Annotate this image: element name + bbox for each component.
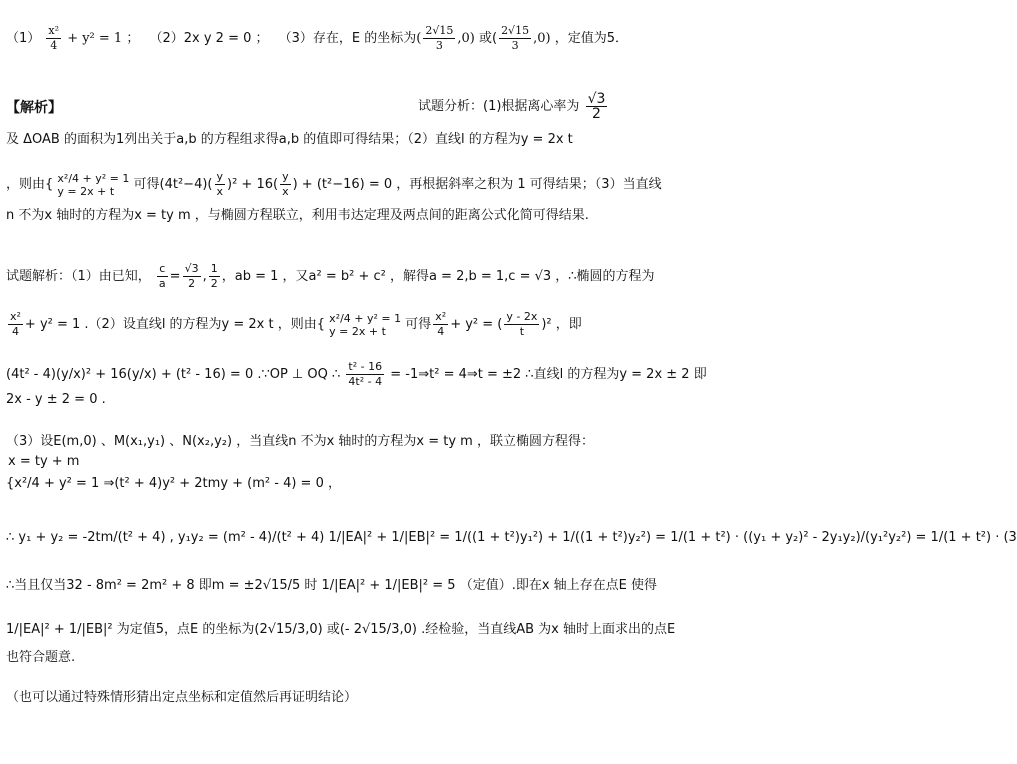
answer-line: （1） $\frac{\text{x²}}{4}$ + y² = 1 ； （2）2x y 2 = 0 ； （3）存在，E 的坐标为( $\frac{2√15}{3}$ ,0) 或( $\frac{2√15}{3}$ ,0) ，定值为5． [6, 24, 628, 52]
solution-note: （也可以通过特殊情形猜出定点坐标和定值然后再证明结论） [6, 690, 358, 705]
answer-coord-fraction-1: $\frac{2√15}{3}$ [425, 24, 454, 52]
answer-fraction-x2-over-4: $\frac{\text{x²}}{4}$ [48, 24, 60, 52]
analysis-line-4: n 不为x 轴时的方程为x = ty m ，与椭圆方程联立，利用韦达定理及两点间的距离公式化简可得结果. [6, 208, 589, 223]
answer-part3-c: ，定值为5． [554, 31, 628, 46]
solution-line-6b: {x²/4 + y² = 1 ⇒(t² + 4)y² + 2tmy + (m² - 4) = 0 ， [6, 476, 341, 491]
solution-line-6a: x = ty + m [8, 454, 80, 469]
answer-coord-fraction-2: $\frac{2√15}{3}$ [501, 24, 530, 52]
solution-line-8: ∴当且仅当32 - 8m² = 2m² + 8 即m = ±2√15/5 时 1/|EA|² + 1/|EB|² = 5 （定值）.即在x 轴上存在点E 使得 [6, 578, 658, 593]
answer-part3-b: 或( [478, 31, 498, 46]
solution-line-9: 1/|EA|² + 1/|EB|² 为定值5，点E 的坐标为(2√15/3,0) 或(- 2√15/3,0) .经检验，当直线AB 为x 轴时上面求出的点E [6, 622, 676, 637]
solution-line-5: （3）设E(m,0) 、M(x₁,y₁) 、N(x₂,y₂) ，当直线n 不为x 轴时的方程为x = ty m ，联立椭圆方程得： [6, 434, 594, 449]
answer-part1-rhs: + y² = 1 ； [67, 31, 140, 46]
analysis-line-2: 及 ΔOAB 的面积为1列出关于a,b 的方程组求得a,b 的值即可得结果；（2）直线l 的方程为y = 2x t [6, 132, 573, 147]
analysis-hint: 试题分析：(1)根据离心率为 $\frac{√3}{2}$ [418, 91, 606, 122]
answer-part3-a: （3）存在，E 的坐标为 [278, 31, 417, 46]
solution-line-2: $\frac{\text{x²}}{4}$ + y² = 1 .（2）设直线l 的方程为y = 2x t ，则由{ x²/4 + y² = 1 y = 2x + t 可得 $\frac{\text{x²}}{4}$ + y² = ( $\frac{y - 2x}{t}$ )² ，即 [10, 310, 582, 338]
solution-line-4: 2x - y ± 2 = 0 . [6, 392, 106, 407]
analysis-heading: 【解析】 [6, 100, 62, 116]
solution-line-3: (4t² - 4)(y/x)² + 16(y/x) + (t² - 16) = 0 .∵OP ⊥ OQ ∴ $\frac{\text{t² - 16}}{\text{4t² - 4}}$ = -1⇒t² = 4⇒t = ±2 ∴直线l 的方程为y = 2x ± 2 即 [6, 360, 707, 388]
analysis-equation-system: x²/4 + y² = 1 y = 2x + t [57, 171, 130, 198]
answer-part2: （2）2x y 2 = 0 ； [149, 31, 269, 46]
hint-fraction-sqrt3-over-2: $\frac{√3}{2}$ [587, 91, 606, 122]
solution-line-7: ∴ y₁ + y₂ = -2tm/(t² + 4) , y₁y₂ = (m² - 4)/(t² + 4) 1/|EA|² + 1/|EB|² = 1/((1 + t²)y₁²) + 1/((1 + t²)y₂²) = 1/(1 + t²) · ((y₁ + y₂)² - 2y₁y₂)/(y₁²y₂²) = 1/(1 + t²) · (3 [6, 530, 1017, 545]
answer-part1-label: （1） [6, 31, 41, 46]
analysis-line-3: ，则由{ x²/4 + y² = 1 y = 2x + t 可得(4t²−4)( $\frac{y}{x}$ )² + 16( $\frac{y}{x}$ ) + (t²−16) = 0 ，再根据斜率之积为 1 可得结果；（3）当直线 [6, 170, 662, 198]
solution-line-1: 试题解析：（1）由已知， $\frac{c}{a}$ = $\frac{√3}{2}$ , $\frac{1}{2}$ ，ab = 1 ，又a² = b² + c² ，解得a = 2,b = 1,c = √3 ，∴椭圆的方程为 [6, 262, 655, 290]
solution-line-10: 也符合题意. [6, 650, 76, 665]
